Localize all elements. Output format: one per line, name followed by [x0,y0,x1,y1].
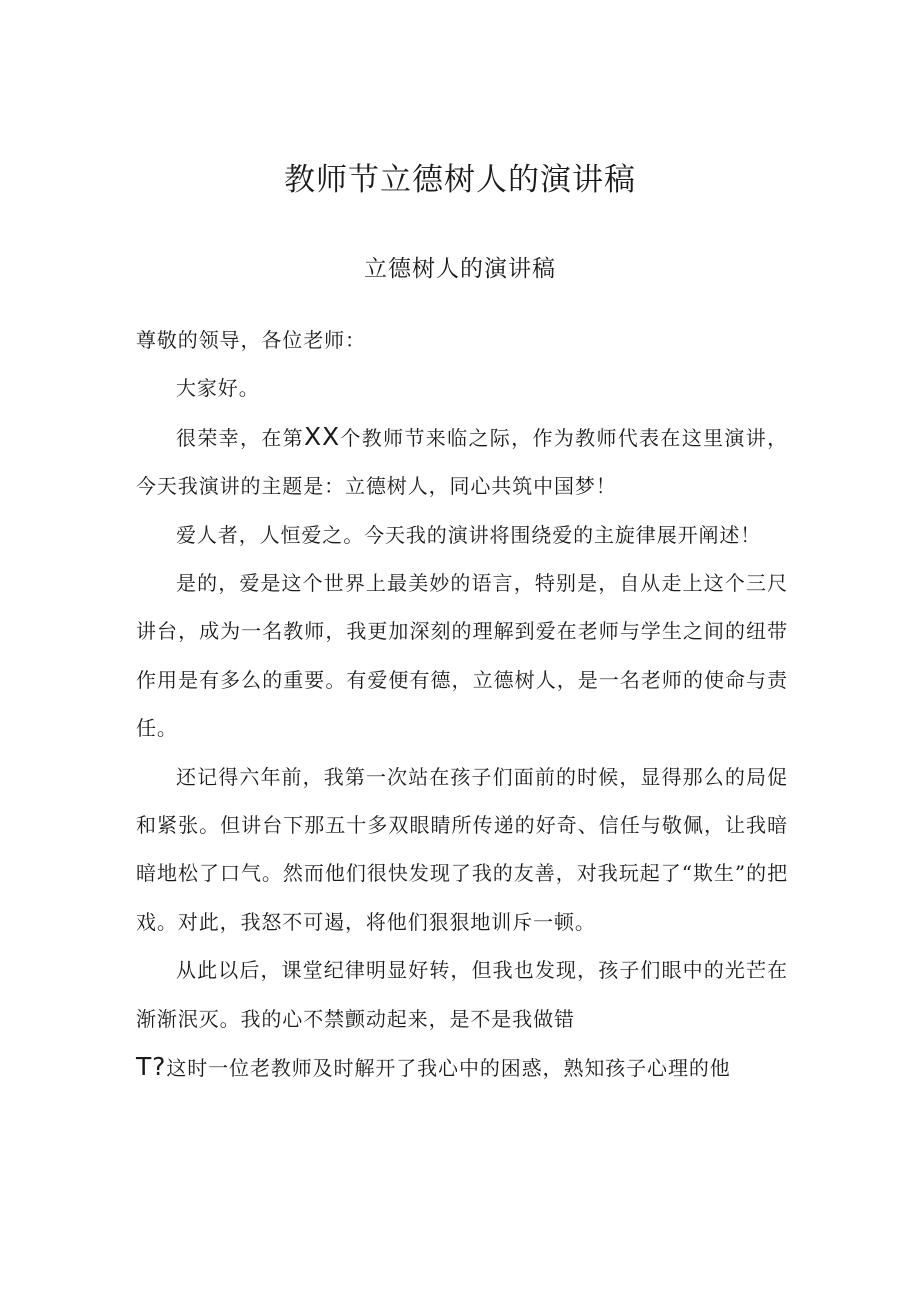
salutation: 尊敬的领导，各位老师： [136,328,366,352]
paragraph-memory: 还记得六年前，我第一次站在孩子们面前的时候，显得那么的局促和紧张。但讲台下那五十多双眼睛所传递的好奇、信任与敬佩，让我暗暗地松了口气。然而他们很快发现了我的友善，对我玩起了“欺生”的把戏。对此，我怒不可遏，将他们狠狠地训斥一顿。 [136,764,788,934]
paragraph-greeting: 大家好。 [176,376,260,401]
paragraph-intro-after: 个教师节来临之际，作为教师代表在这里演讲，今天我演讲的主题是：立德树人，同心共筑中国梦！ [136,425,788,499]
paragraph-discipline: 从此以后，课堂纪律明显好转，但我也发现，孩子们眼中的光芒在渐渐泯灭。我的心不禁颤动起来，是不是我做错 [136,958,788,1031]
document-body [136,316,788,1093]
paragraph-intro [136,413,788,511]
paragraph-love: 爱人者，人恒爱之。今天我的演讲将围绕爱的主旋律展开阐述！ [176,522,762,547]
xx-mark: XX [303,421,341,451]
document-subtitle: 立德树人的演讲稿 [364,256,556,282]
paragraph-language: 是的，爱是这个世界上最美妙的语言，特别是，自从走上这个三尺讲台，成为一名教师，我更加深刻的理解到爱在老师与学生之间的纽带作用是有多么的重要。有爱便有德，立德树人，是一名老师的使命与责任。 [136,571,788,741]
question-mark-fragment: T? [136,1052,167,1082]
paragraph-continuation [136,1043,788,1092]
paragraph-continuation-text: 这时一位老教师及时解开了我心中的困惑，熟知孩子心理的他 [166,1056,731,1081]
paragraph-intro-before: 很荣幸，在第 [176,425,304,450]
document-title: 教师节立德树人的演讲稿 [284,162,636,198]
